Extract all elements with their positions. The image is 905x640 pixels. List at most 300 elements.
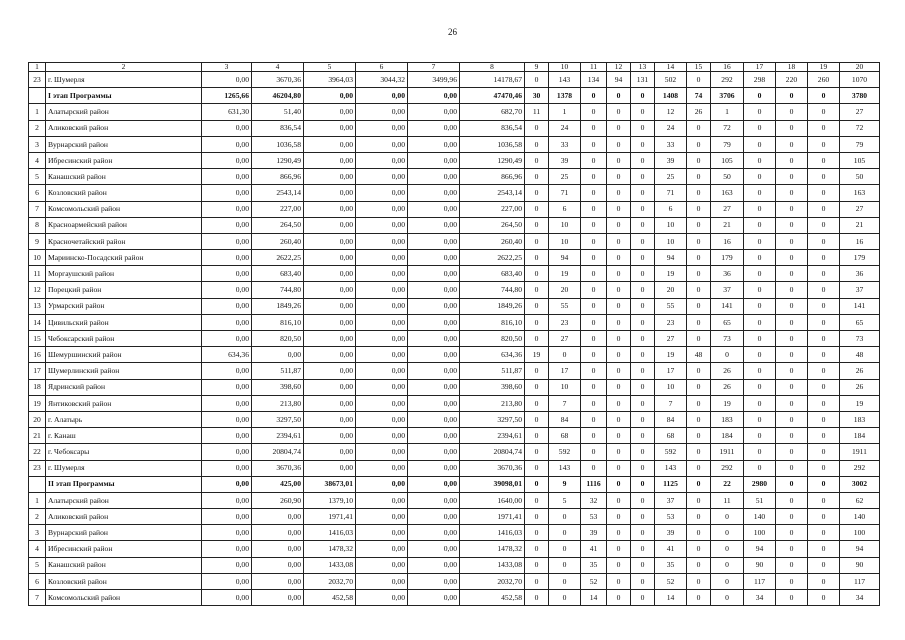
count-cell: 0 <box>808 217 840 233</box>
territory-name-cell: Канашский район <box>46 557 202 573</box>
count-cell: 0 <box>607 363 631 379</box>
count-cell: 0 <box>744 217 776 233</box>
amount-cell: 0,00 <box>304 104 356 120</box>
count-cell: 0 <box>744 104 776 120</box>
amount-cell: 2543,14 <box>252 185 304 201</box>
amount-cell: 0,00 <box>408 395 460 411</box>
amount-cell: 0,00 <box>202 185 252 201</box>
table-row <box>29 104 880 120</box>
count-cell: 0 <box>607 104 631 120</box>
table-row <box>29 541 880 557</box>
amount-cell: 0,00 <box>356 331 408 347</box>
amount-cell: 0,00 <box>252 557 304 573</box>
amount-cell: 0,00 <box>304 185 356 201</box>
count-cell: 0 <box>687 266 711 282</box>
row-number-cell: 1 <box>29 492 46 508</box>
row-number-cell: 15 <box>29 331 46 347</box>
count-cell: 179 <box>840 250 880 266</box>
count-cell: 0 <box>525 541 549 557</box>
count-cell: 0 <box>808 573 840 589</box>
amount-cell: 0,00 <box>356 298 408 314</box>
row-number-cell: 5 <box>29 557 46 573</box>
table-row <box>29 314 880 330</box>
count-cell: 0 <box>525 557 549 573</box>
count-cell: 27 <box>549 331 581 347</box>
count-cell: 0 <box>776 152 808 168</box>
amount-cell: 3670,36 <box>460 460 525 476</box>
count-cell: 0 <box>711 509 744 525</box>
count-cell: 26 <box>840 363 880 379</box>
count-cell: 184 <box>840 428 880 444</box>
count-cell: 0 <box>525 476 549 492</box>
count-cell: 0 <box>581 331 607 347</box>
count-cell: 65 <box>711 314 744 330</box>
count-cell: 0 <box>631 314 655 330</box>
amount-cell: 0,00 <box>202 363 252 379</box>
row-number-cell: 5 <box>29 169 46 185</box>
count-cell: 14 <box>655 590 687 606</box>
count-cell: 0 <box>581 104 607 120</box>
count-cell: 0 <box>808 428 840 444</box>
territory-name-cell: г. Чебоксары <box>46 444 202 460</box>
count-cell: 0 <box>607 509 631 525</box>
territory-name-cell: Моргаушский район <box>46 266 202 282</box>
count-cell: 0 <box>687 185 711 201</box>
count-cell: 0 <box>776 476 808 492</box>
table-row <box>29 590 880 606</box>
count-cell: 0 <box>631 460 655 476</box>
count-cell: 3780 <box>840 88 880 104</box>
count-cell: 0 <box>525 233 549 249</box>
count-cell: 0 <box>808 136 840 152</box>
column-header-6: 6 <box>356 63 408 72</box>
count-cell: 1 <box>549 104 581 120</box>
count-cell: 0 <box>808 169 840 185</box>
count-cell: 19 <box>840 395 880 411</box>
amount-cell: 0,00 <box>202 428 252 444</box>
count-cell: 0 <box>607 590 631 606</box>
amount-cell: 227,00 <box>252 201 304 217</box>
count-cell: 84 <box>549 411 581 427</box>
count-cell: 0 <box>808 185 840 201</box>
amount-cell: 0,00 <box>304 411 356 427</box>
count-cell: 19 <box>525 347 549 363</box>
count-cell: 163 <box>711 185 744 201</box>
count-cell: 0 <box>631 217 655 233</box>
table-row <box>29 282 880 298</box>
amount-cell: 3670,36 <box>252 460 304 476</box>
count-cell: 0 <box>607 428 631 444</box>
column-header-11: 11 <box>581 63 607 72</box>
count-cell: 7 <box>549 395 581 411</box>
count-cell: 48 <box>687 347 711 363</box>
amount-cell: 1478,32 <box>304 541 356 557</box>
count-cell: 0 <box>776 266 808 282</box>
amount-cell: 3297,50 <box>252 411 304 427</box>
count-cell: 26 <box>711 379 744 395</box>
count-cell: 292 <box>711 72 744 88</box>
count-cell: 26 <box>687 104 711 120</box>
column-header-18: 18 <box>776 63 808 72</box>
count-cell: 10 <box>549 217 581 233</box>
row-number-cell: 12 <box>29 282 46 298</box>
amount-cell: 0,00 <box>356 217 408 233</box>
amount-cell: 0,00 <box>202 331 252 347</box>
count-cell: 0 <box>581 217 607 233</box>
amount-cell: 260,90 <box>252 492 304 508</box>
count-cell: 1911 <box>840 444 880 460</box>
amount-cell: 0,00 <box>304 428 356 444</box>
count-cell: 0 <box>631 557 655 573</box>
count-cell: 0 <box>607 250 631 266</box>
count-cell: 0 <box>744 136 776 152</box>
count-cell: 90 <box>840 557 880 573</box>
count-cell: 22 <box>711 476 744 492</box>
amount-cell: 0,00 <box>408 185 460 201</box>
count-cell: 143 <box>549 72 581 88</box>
count-cell: 0 <box>808 557 840 573</box>
count-cell: 0 <box>525 185 549 201</box>
count-cell: 0 <box>631 525 655 541</box>
count-cell: 0 <box>607 411 631 427</box>
amount-cell: 1416,03 <box>460 525 525 541</box>
count-cell: 0 <box>607 541 631 557</box>
amount-cell: 2394,61 <box>252 428 304 444</box>
column-header-1: 1 <box>29 63 46 72</box>
count-cell: 55 <box>549 298 581 314</box>
amount-cell: 0,00 <box>304 88 356 104</box>
count-cell: 0 <box>776 217 808 233</box>
count-cell: 72 <box>840 120 880 136</box>
row-number-cell: 20 <box>29 411 46 427</box>
count-cell: 0 <box>631 363 655 379</box>
amount-cell: 866,96 <box>252 169 304 185</box>
row-number-cell: 17 <box>29 363 46 379</box>
count-cell: 68 <box>549 428 581 444</box>
count-cell: 0 <box>525 282 549 298</box>
count-cell: 0 <box>808 331 840 347</box>
count-cell: 292 <box>840 460 880 476</box>
row-number-cell: 3 <box>29 136 46 152</box>
count-cell: 0 <box>776 444 808 460</box>
amount-cell: 2543,14 <box>460 185 525 201</box>
table-row <box>29 395 880 411</box>
count-cell: 0 <box>631 541 655 557</box>
count-cell: 33 <box>549 136 581 152</box>
territory-name-cell: Комсомольский район <box>46 201 202 217</box>
column-header-3: 3 <box>202 63 252 72</box>
count-cell: 0 <box>687 557 711 573</box>
count-cell: 0 <box>776 379 808 395</box>
row-number-cell: 16 <box>29 347 46 363</box>
territory-name-cell: Красноармейский район <box>46 217 202 233</box>
territory-name-cell: II этап Программы <box>46 476 202 492</box>
amount-cell: 1849,26 <box>460 298 525 314</box>
amount-cell: 3670,36 <box>252 72 304 88</box>
count-cell: 34 <box>840 590 880 606</box>
row-number-cell: 11 <box>29 266 46 282</box>
count-cell: 140 <box>840 509 880 525</box>
count-cell: 0 <box>631 476 655 492</box>
row-number-cell: 14 <box>29 314 46 330</box>
count-cell: 0 <box>808 476 840 492</box>
count-cell: 0 <box>776 250 808 266</box>
count-cell: 163 <box>840 185 880 201</box>
count-cell: 71 <box>655 185 687 201</box>
count-cell: 0 <box>687 492 711 508</box>
territory-name-cell: Аликовский район <box>46 509 202 525</box>
count-cell: 17 <box>655 363 687 379</box>
amount-cell: 634,36 <box>460 347 525 363</box>
amount-cell: 0,00 <box>304 395 356 411</box>
count-cell: 0 <box>776 363 808 379</box>
count-cell: 0 <box>631 282 655 298</box>
count-cell: 0 <box>607 217 631 233</box>
column-header-13: 13 <box>631 63 655 72</box>
table-row <box>29 185 880 201</box>
amount-cell: 0,00 <box>408 120 460 136</box>
count-cell: 0 <box>776 541 808 557</box>
amount-cell: 0,00 <box>356 492 408 508</box>
amount-cell: 0,00 <box>356 250 408 266</box>
amount-cell: 0,00 <box>408 331 460 347</box>
count-cell: 14 <box>581 590 607 606</box>
count-cell: 0 <box>631 492 655 508</box>
count-cell: 0 <box>687 169 711 185</box>
amount-cell: 0,00 <box>408 217 460 233</box>
table-row <box>29 363 880 379</box>
table-row <box>29 573 880 589</box>
count-cell: 73 <box>840 331 880 347</box>
count-cell: 0 <box>525 411 549 427</box>
row-number-cell: 13 <box>29 298 46 314</box>
count-cell: 0 <box>808 525 840 541</box>
count-cell: 1 <box>711 104 744 120</box>
column-header-17: 17 <box>744 63 776 72</box>
count-cell: 141 <box>840 298 880 314</box>
count-cell: 0 <box>581 363 607 379</box>
count-cell: 52 <box>655 573 687 589</box>
count-cell: 0 <box>631 379 655 395</box>
count-cell: 0 <box>549 525 581 541</box>
amount-cell: 0,00 <box>408 460 460 476</box>
amount-cell: 264,50 <box>252 217 304 233</box>
amount-cell: 744,80 <box>252 282 304 298</box>
count-cell: 0 <box>631 88 655 104</box>
count-cell: 0 <box>631 444 655 460</box>
territory-name-cell: Ибресинский район <box>46 152 202 168</box>
territory-name-cell: Урмарский район <box>46 298 202 314</box>
amount-cell: 0,00 <box>202 509 252 525</box>
amount-cell: 0,00 <box>408 266 460 282</box>
count-cell: 0 <box>744 201 776 217</box>
count-cell: 0 <box>687 525 711 541</box>
amount-cell: 820,50 <box>252 331 304 347</box>
count-cell: 21 <box>711 217 744 233</box>
amount-cell: 0,00 <box>202 460 252 476</box>
amount-cell: 0,00 <box>202 476 252 492</box>
count-cell: 0 <box>776 509 808 525</box>
amount-cell: 0,00 <box>304 363 356 379</box>
count-cell: 26 <box>711 363 744 379</box>
count-cell: 0 <box>525 152 549 168</box>
count-cell: 0 <box>711 590 744 606</box>
amount-cell: 0,00 <box>408 104 460 120</box>
count-cell: 0 <box>744 428 776 444</box>
count-cell: 0 <box>808 298 840 314</box>
territory-name-cell: Вурнарский район <box>46 525 202 541</box>
amount-cell: 0,00 <box>408 379 460 395</box>
count-cell: 34 <box>744 590 776 606</box>
count-cell: 62 <box>840 492 880 508</box>
table-row <box>29 428 880 444</box>
count-cell: 0 <box>631 428 655 444</box>
amount-cell: 0,00 <box>202 201 252 217</box>
count-cell: 79 <box>840 136 880 152</box>
table-row <box>29 347 880 363</box>
column-header-12: 12 <box>607 63 631 72</box>
count-cell: 36 <box>840 266 880 282</box>
amount-cell: 0,00 <box>356 395 408 411</box>
territory-name-cell: Красночетайский район <box>46 233 202 249</box>
amount-cell: 0,00 <box>356 363 408 379</box>
count-cell: 0 <box>776 282 808 298</box>
amount-cell: 0,00 <box>202 590 252 606</box>
count-cell: 0 <box>581 152 607 168</box>
count-cell: 0 <box>808 363 840 379</box>
amount-cell: 0,00 <box>304 379 356 395</box>
count-cell: 0 <box>776 492 808 508</box>
count-cell: 0 <box>631 395 655 411</box>
table-row <box>29 217 880 233</box>
amount-cell: 0,00 <box>304 136 356 152</box>
count-cell: 27 <box>711 201 744 217</box>
territory-name-cell: Козловский район <box>46 185 202 201</box>
count-cell: 0 <box>525 136 549 152</box>
count-cell: 0 <box>607 169 631 185</box>
count-cell: 10 <box>549 379 581 395</box>
count-cell: 220 <box>776 72 808 88</box>
amount-cell: 866,96 <box>460 169 525 185</box>
table-row <box>29 120 880 136</box>
amount-cell: 398,60 <box>460 379 525 395</box>
row-number-cell: 10 <box>29 250 46 266</box>
count-cell: 41 <box>655 541 687 557</box>
count-cell: 10 <box>549 233 581 249</box>
amount-cell: 0,00 <box>408 201 460 217</box>
count-cell: 0 <box>687 136 711 152</box>
count-cell: 0 <box>525 120 549 136</box>
amount-cell: 0,00 <box>408 444 460 460</box>
count-cell: 74 <box>687 88 711 104</box>
count-cell: 0 <box>744 363 776 379</box>
count-cell: 0 <box>776 298 808 314</box>
count-cell: 0 <box>744 411 776 427</box>
count-cell: 0 <box>776 573 808 589</box>
count-cell: 0 <box>525 363 549 379</box>
column-header-2: 2 <box>46 63 202 72</box>
count-cell: 0 <box>744 250 776 266</box>
amount-cell: 0,00 <box>202 444 252 460</box>
amount-cell: 0,00 <box>356 201 408 217</box>
stage-total-row <box>29 88 880 104</box>
count-cell: 0 <box>744 395 776 411</box>
table-row <box>29 250 880 266</box>
amount-cell: 0,00 <box>202 573 252 589</box>
count-cell: 27 <box>840 201 880 217</box>
count-cell: 0 <box>581 266 607 282</box>
row-number-cell: 21 <box>29 428 46 444</box>
column-header-14: 14 <box>655 63 687 72</box>
row-number-cell: 8 <box>29 217 46 233</box>
count-cell: 0 <box>607 136 631 152</box>
count-cell: 0 <box>607 88 631 104</box>
count-cell: 0 <box>687 363 711 379</box>
amount-cell: 0,00 <box>408 152 460 168</box>
amount-cell: 1478,32 <box>460 541 525 557</box>
amount-cell: 0,00 <box>304 331 356 347</box>
count-cell: 0 <box>549 541 581 557</box>
count-cell: 0 <box>744 444 776 460</box>
count-cell: 0 <box>581 444 607 460</box>
count-cell: 1125 <box>655 476 687 492</box>
count-cell: 0 <box>808 541 840 557</box>
table-row <box>29 444 880 460</box>
count-cell: 0 <box>525 266 549 282</box>
count-cell: 21 <box>840 217 880 233</box>
column-header-10: 10 <box>549 63 581 72</box>
count-cell: 260 <box>808 72 840 88</box>
territory-name-cell: Аликовский район <box>46 120 202 136</box>
count-cell: 0 <box>808 395 840 411</box>
count-cell: 71 <box>549 185 581 201</box>
count-cell: 0 <box>525 444 549 460</box>
count-cell: 0 <box>808 379 840 395</box>
amount-cell: 0,00 <box>304 120 356 136</box>
count-cell: 0 <box>808 250 840 266</box>
count-cell: 0 <box>549 509 581 525</box>
amount-cell: 1265,66 <box>202 88 252 104</box>
count-cell: 0 <box>581 314 607 330</box>
row-number-cell: 6 <box>29 573 46 589</box>
table-row <box>29 492 880 508</box>
count-cell: 50 <box>840 169 880 185</box>
count-cell: 0 <box>687 152 711 168</box>
count-cell: 0 <box>744 379 776 395</box>
row-number-cell: 1 <box>29 104 46 120</box>
count-cell: 19 <box>549 266 581 282</box>
count-cell: 0 <box>776 428 808 444</box>
count-cell: 16 <box>711 233 744 249</box>
count-cell: 41 <box>581 541 607 557</box>
count-cell: 0 <box>631 250 655 266</box>
row-number-cell: 18 <box>29 379 46 395</box>
count-cell: 12 <box>655 104 687 120</box>
count-cell: 2980 <box>744 476 776 492</box>
count-cell: 19 <box>655 347 687 363</box>
count-cell: 0 <box>687 444 711 460</box>
count-cell: 0 <box>776 233 808 249</box>
amount-cell: 631,30 <box>202 104 252 120</box>
amount-cell: 213,80 <box>460 395 525 411</box>
column-header-19: 19 <box>808 63 840 72</box>
count-cell: 0 <box>581 298 607 314</box>
column-header-15: 15 <box>687 63 711 72</box>
count-cell: 134 <box>581 72 607 88</box>
count-cell: 0 <box>607 525 631 541</box>
amount-cell: 0,00 <box>202 298 252 314</box>
count-cell: 0 <box>525 217 549 233</box>
